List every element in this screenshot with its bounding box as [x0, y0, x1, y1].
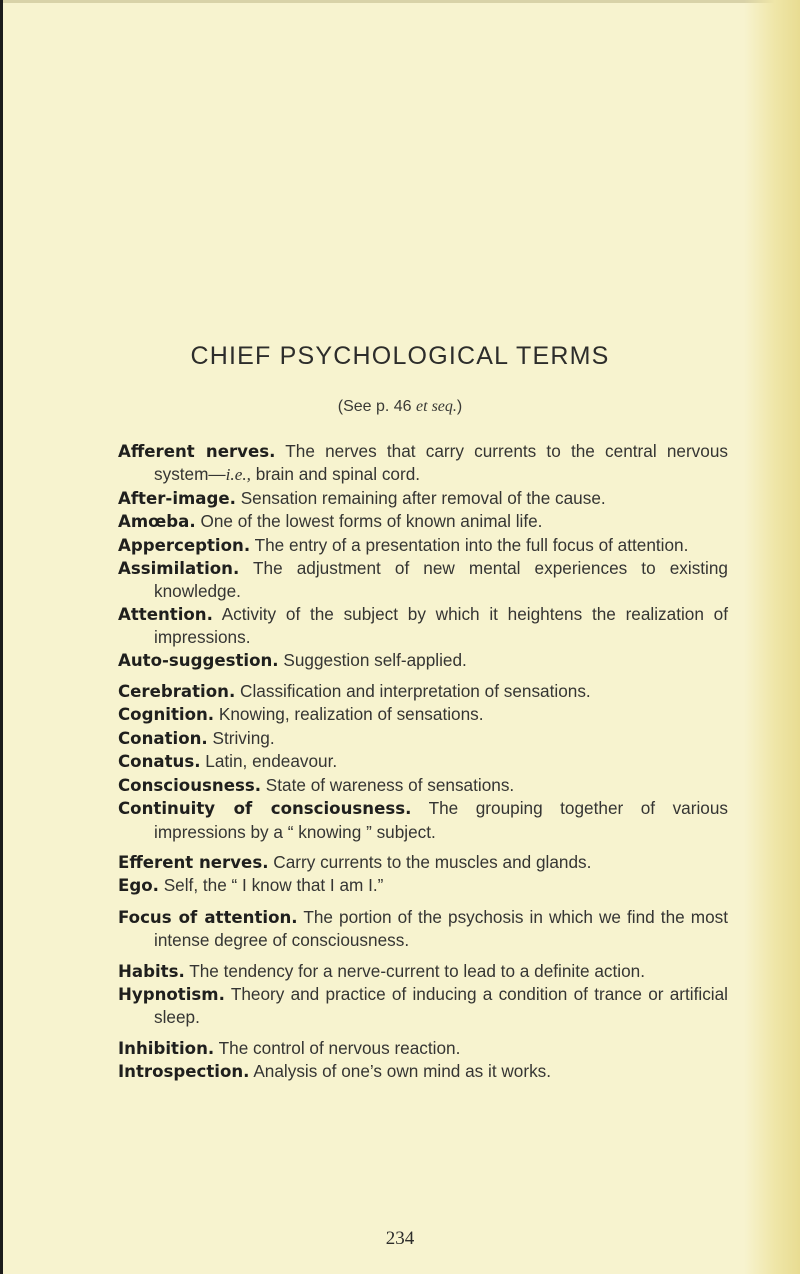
glossary-entry: [118, 983, 728, 1029]
glossary-entry: [118, 703, 728, 726]
entry-term: After-image.: [118, 488, 236, 508]
glossary-entry: [118, 603, 728, 649]
subtitle-prefix: (See p. 46: [337, 398, 417, 415]
entry-definition: The nerves that carry currents to the central nervous system—: [154, 441, 728, 485]
entry-term: Cerebration.: [118, 682, 236, 702]
page-number: 234: [385, 1228, 415, 1249]
entry-definition: Knowing, realization of sensations.: [214, 704, 484, 725]
glossary-entry: [118, 797, 728, 843]
entry-definition: The portion of the psychosis in which we find the most intense degree of consciousness.: [154, 906, 729, 951]
entry-term: Inhibition.: [118, 1038, 215, 1058]
entry-definition: The entry of a presentation into the full focus of attention.: [250, 534, 689, 555]
entry-term: Introspection.: [118, 1062, 250, 1082]
entry-term: Ego.: [118, 876, 159, 896]
entry-term: Attention.: [118, 604, 213, 624]
subtitle-italic: et seq.: [416, 398, 457, 415]
entry-definition: One of the lowest forms of known animal life.: [195, 511, 543, 532]
entry-definition: The control of nervous reaction.: [214, 1037, 461, 1058]
glossary-entry: [118, 440, 728, 487]
entry-term: Apperception.: [118, 535, 251, 555]
glossary-entry: [118, 557, 728, 603]
entry-term: Cognition.: [118, 705, 215, 725]
entry-term: Habits.: [118, 961, 185, 981]
glossary-entry: [118, 874, 728, 897]
entry-term: Assimilation.: [118, 559, 240, 579]
entry-definition: Activity of the subject by which it heightens the realization of impressions.: [154, 603, 728, 648]
entry-term: Afferent nerves.: [118, 442, 276, 461]
entry-term: Conatus.: [118, 752, 201, 772]
glossary-entry: [118, 727, 728, 750]
entry-definition: Self, the “ I know that I am I.”: [158, 875, 384, 896]
entry-definition: The grouping together of various impressions by a “ knowing ” subject.: [154, 798, 728, 842]
glossary-entry: [118, 750, 728, 773]
entry-definition: Latin, endeavour.: [200, 751, 338, 772]
entry-definition: Theory and practice of inducing a condition of trance or artificial sleep.: [154, 983, 728, 1028]
glossary-entry: [118, 510, 728, 533]
glossary-entry: [118, 960, 728, 983]
entry-term: Hypnotism.: [118, 984, 225, 1004]
entry-term: Continuity of consciousness.: [118, 799, 412, 819]
entry-term: Auto-suggestion.: [118, 650, 279, 670]
entry-definition: State of wareness of sensations.: [261, 774, 515, 795]
entry-term: Conation.: [118, 728, 208, 748]
entry-definition: Carry currents to the muscles and glands.: [268, 851, 592, 872]
entry-definition: The adjustment of new mental experiences to existing knowledge.: [154, 558, 728, 602]
glossary-entry: [118, 851, 728, 874]
entry-definition: Classification and interpretation of sensations.: [235, 681, 591, 702]
entry-definition: The tendency for a nerve-current to lead to a definite action.: [184, 960, 645, 981]
page-subtitle: [0, 398, 800, 416]
glossary-entry: [118, 487, 728, 510]
entry-definition: Suggestion self-applied.: [278, 649, 467, 670]
entry-definition: Analysis of one’s own mind as it works.: [249, 1061, 552, 1082]
glossary-entry: [118, 1037, 728, 1060]
glossary-entry: [118, 649, 728, 672]
entry-term: Consciousness.: [118, 775, 262, 795]
entry-term: Focus of attention.: [118, 907, 298, 927]
glossary-entry: [118, 534, 728, 557]
subtitle-suffix: ): [456, 398, 463, 415]
glossary-entry: [118, 680, 728, 703]
entry-term: Amœba.: [118, 512, 196, 532]
entry-definition: Striving.: [207, 727, 275, 748]
glossary-entry: [118, 774, 728, 797]
entry-term: Efferent nerves.: [118, 852, 269, 872]
entry-definition: Sensation remaining after removal of the cause.: [235, 487, 606, 508]
page-title: CHIEF PSYCHOLOGICAL TERMS: [190, 342, 610, 370]
glossary-entry: [118, 906, 728, 952]
glossary-list: [118, 440, 728, 1084]
glossary-entry: [118, 1060, 728, 1083]
entry-definition-end: brain and spinal cord.: [250, 464, 421, 485]
entry-definition-italic: i.e.,: [225, 465, 251, 485]
